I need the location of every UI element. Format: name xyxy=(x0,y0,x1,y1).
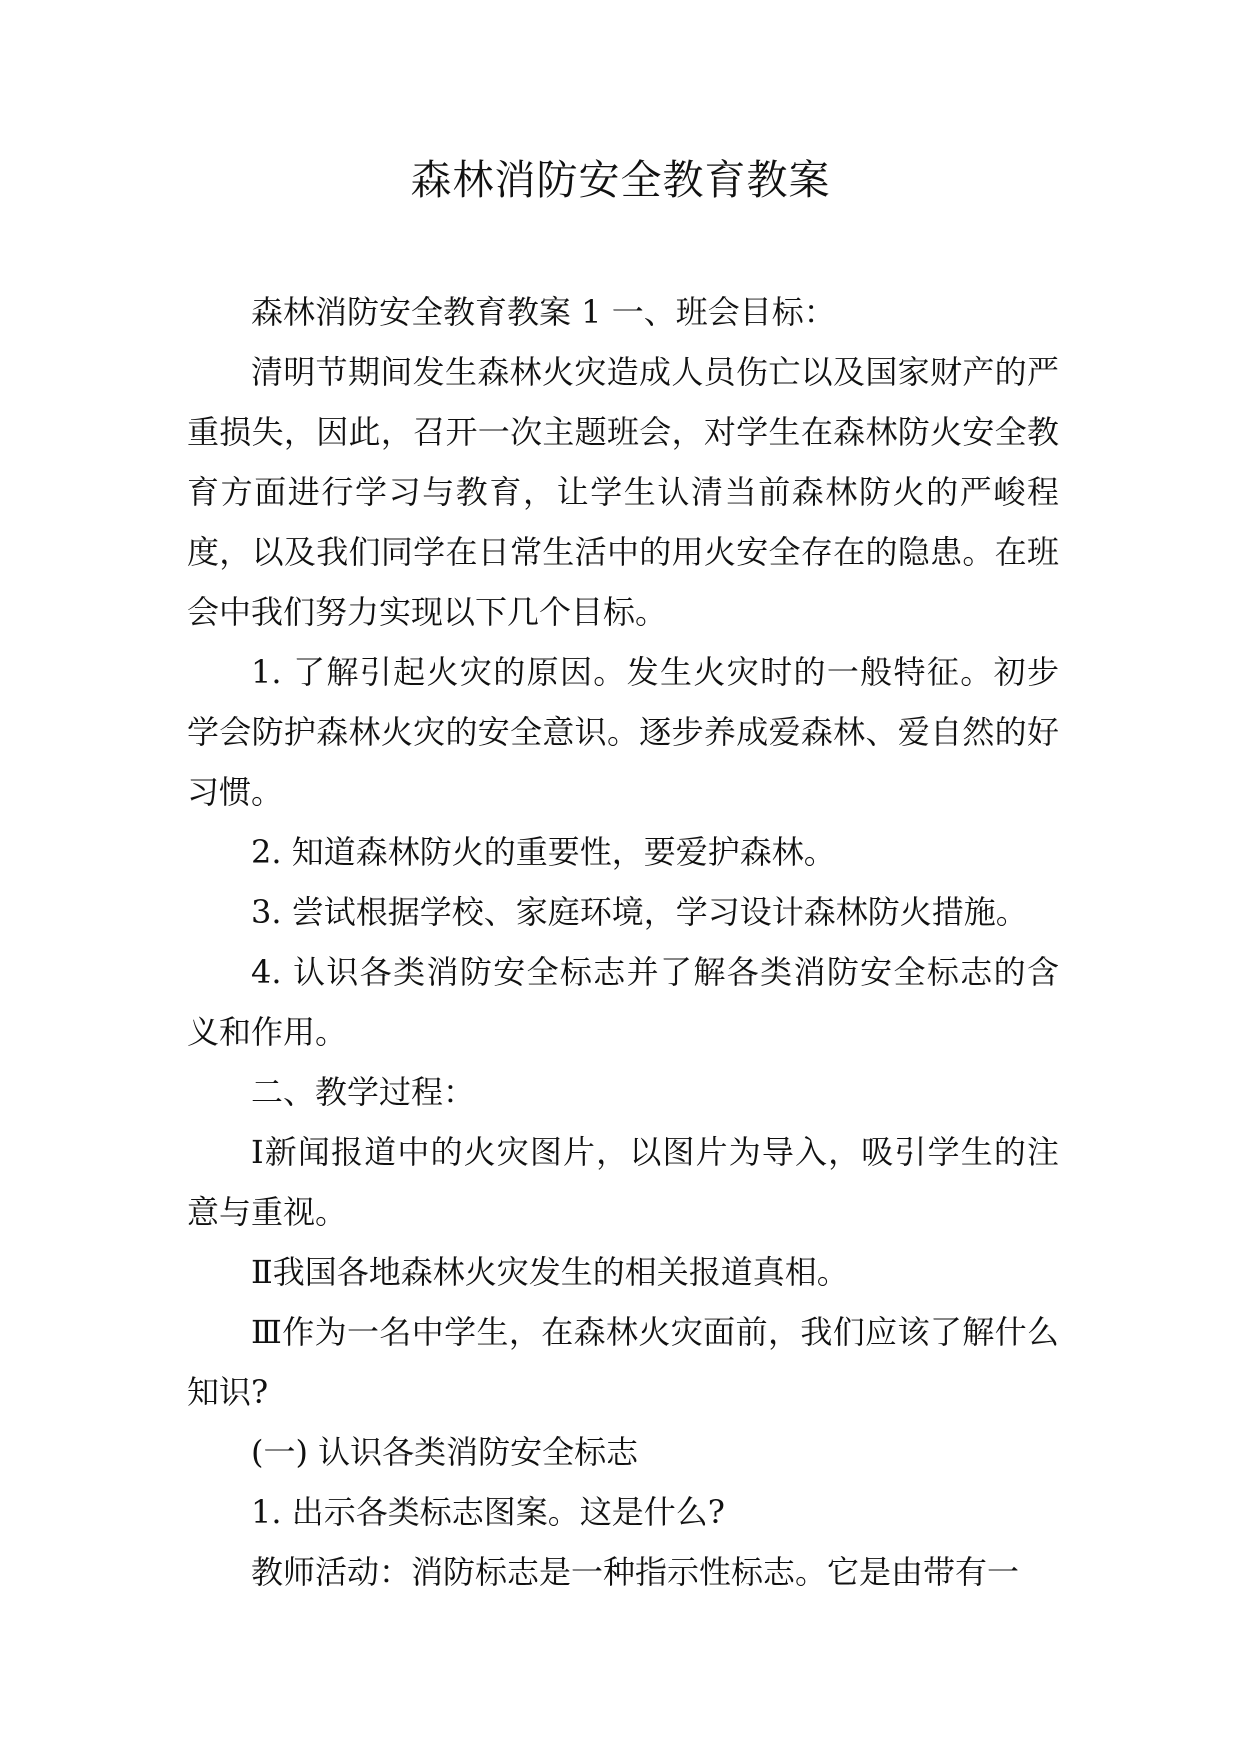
document-body xyxy=(187,282,1059,1602)
paragraph-goal-2: 2. 知道森林防火的重要性，要爱护森林。 xyxy=(251,833,836,871)
paragraph-intro: 清明节期间发生森林火灾造成人员伤亡以及国家财产的严重损失，因此，召开一次主题班会，对学生在森林防火安全教育方面进行学习与教育，让学生认清当前森林防火的严峻程度，以及我们同学在日常生活中的用火安全存在的隐患。在班会中我们努力实现以下几个目标。 xyxy=(187,353,1059,631)
paragraph-process-1: Ⅰ新闻报道中的火灾图片，以图片为导入，吸引学生的注意与重视。 xyxy=(187,1133,1059,1231)
paragraph-subheading-signs: (一) 认识各类消防安全标志 xyxy=(251,1433,639,1471)
paragraph-teacher-activity: 教师活动：消防标志是一种指示性标志。它是由带有一 xyxy=(251,1553,1020,1591)
paragraph-process-2: Ⅱ我国各地森林火灾发生的相关报道真相。 xyxy=(251,1253,849,1291)
document-title: 森林消防安全教育教案 xyxy=(410,156,831,204)
paragraph-goal-4: 4. 认识各类消防安全标志并了解各类消防安全标志的含义和作用。 xyxy=(187,953,1059,1051)
paragraph-heading-process: 二、教学过程： xyxy=(251,1073,476,1111)
paragraph-goal-1: 1. 了解引起火灾的原因。发生火灾时的一般特征。初步学会防护森林火灾的安全意识。逐步养成爱森林、爱自然的好习惯。 xyxy=(187,653,1059,811)
paragraph-heading-goals: 森林消防安全教育教案 1 一、班会目标： xyxy=(251,293,836,331)
paragraph-goal-3: 3. 尝试根据学校、家庭环境，学习设计森林防火措施。 xyxy=(251,893,1028,931)
paragraph-process-3: Ⅲ作为一名中学生，在森林火灾面前，我们应该了解什么知识? xyxy=(187,1313,1059,1411)
paragraph-signs-1: 1. 出示各类标志图案。这是什么? xyxy=(251,1493,725,1531)
